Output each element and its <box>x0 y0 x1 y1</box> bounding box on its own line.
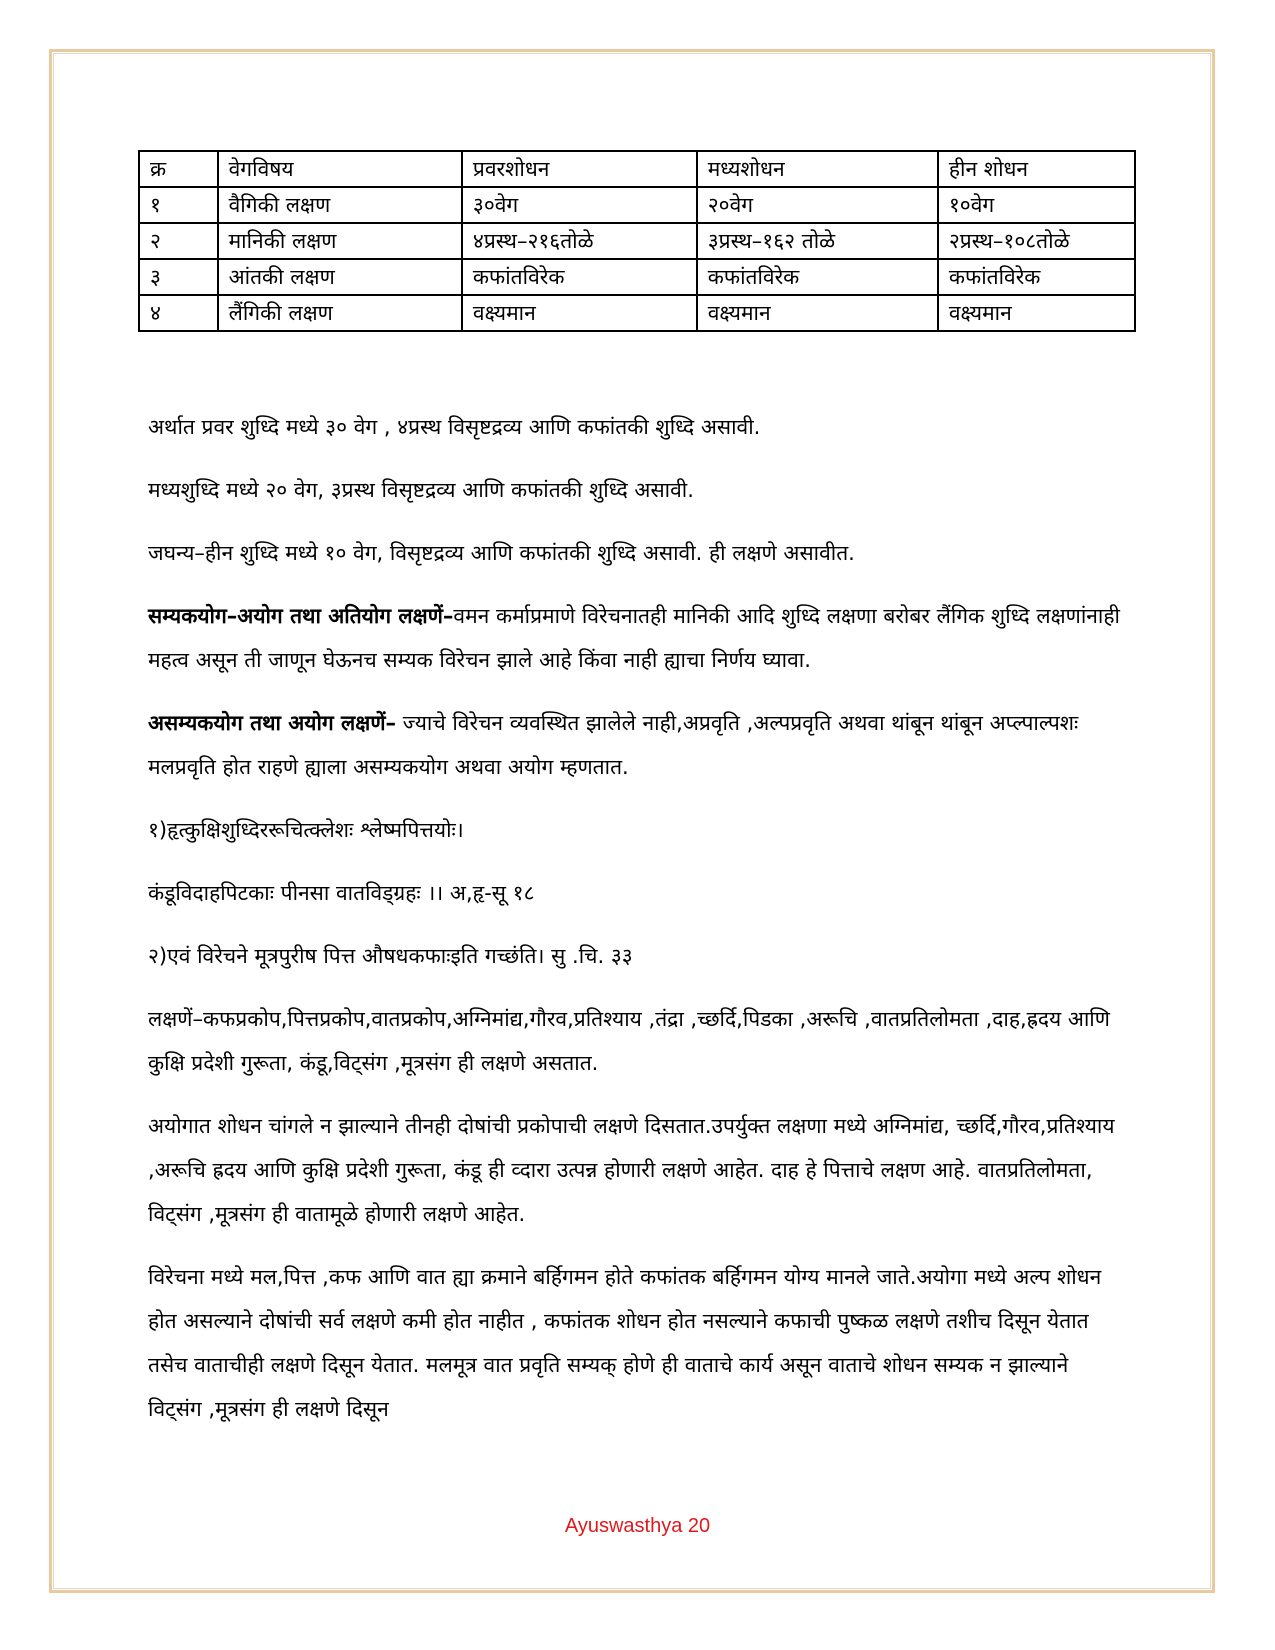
table-cell: ३०वेग <box>462 187 697 223</box>
table-row <box>139 295 1135 331</box>
table-cell: ४ <box>139 295 218 331</box>
table-header-cell: हीन शोधन <box>938 151 1135 187</box>
table-header-cell: प्रवरशोधन <box>462 151 697 187</box>
table-cell: कफांतविरेक <box>462 259 697 295</box>
paragraph-jaghanya: जघन्य–हीन शुध्दि मध्ये १० वेग, विसृष्टद्रव्य आणि कफांतकी शुध्दि असावी. ही लक्षणे असावीत. <box>148 541 855 565</box>
table-cell: २प्रस्थ–१०८तोळे <box>938 223 1135 259</box>
table-cell: मानिकी लक्षण <box>218 223 462 259</box>
table-header-cell: मध्यशोधन <box>697 151 938 187</box>
table-cell: ३प्रस्थ–१६२ तोळे <box>697 223 938 259</box>
table-cell: १०वेग <box>938 187 1135 223</box>
table-cell: लैंगिकी लक्षण <box>218 295 462 331</box>
paragraph-text: कफप्रकोप,पित्तप्रकोप,वातप्रकोप,अग्निमांद्य,गौरव,प्रतिश्याय ,तंद्रा ,च्छर्दि,पिडका ,अरूचि ,वातप्रतिलोमता ,दाह,ह्रदय आणि कुक्षि प्रदेशी गुरूता, कंडू,विट्संग ,मूत्रसंग ही लक्षणे असतात. <box>148 1007 1110 1075</box>
vega-table <box>138 150 1136 332</box>
shloka-1: १)हृत्कुक्षिशुध्दिररूचित्क्लेशः श्लेष्मपित्तयोः। <box>148 818 464 842</box>
table-cell: २ <box>139 223 218 259</box>
table-cell: कफांतविरेक <box>697 259 938 295</box>
heading-samyak-yoga: सम्यकयोग–अयोग तथा अतियोग लक्षणें– <box>148 604 454 628</box>
table-cell: कफांतविरेक <box>938 259 1135 295</box>
table-row <box>139 259 1135 295</box>
paragraph-asamyak-yoga <box>148 701 1123 789</box>
table-cell: वैगिकी लक्षण <box>218 187 462 223</box>
paragraph-samyak-yoga <box>148 594 1123 682</box>
table-row <box>139 187 1135 223</box>
table-cell: २०वेग <box>697 187 938 223</box>
table-header-cell: वेगविषय <box>218 151 462 187</box>
table-cell: वक्ष्यमान <box>697 295 938 331</box>
paragraph-text: वमन कर्माप्रमाणे विरेचनातही मानिकी आदि शुध्दि लक्षणा बरोबर लैंगिक शुध्दि लक्षणांनाही महत्व असून ती जाणून घेऊनच सम्यक विरेचन झाले आहे किंवा नाही ह्याचा निर्णय घ्यावा. <box>148 604 1120 672</box>
paragraph-madhya: मध्यशुध्दि मध्ये २० वेग, ३प्रस्थ विसृष्टद्रव्य आणि कफांतकी शुध्दि असावी. <box>148 478 694 502</box>
shloka-2: कंडूविदाहपिटकाः पीनसा वातविड्ग्रहः ।। अ,हृ-सू १८ <box>148 881 535 905</box>
paragraph-text: ज्याचे विरेचन व्यवस्थित झालेले नाही,अप्रवृति ,अल्पप्रवृति अथवा थांबून थांबून अप्ल्पाल्पशः मलप्रवृति होत राहणे ह्याला असम्यकयोग अथवा अयोग म्हणतात. <box>148 711 1079 779</box>
page-footer: Ayuswasthya 20 <box>564 1515 711 1537</box>
table-cell: ४प्रस्थ–२१६तोळे <box>462 223 697 259</box>
shloka-3: २)एवं विरेचने मूत्रपुरीष पित्त औषधकफाःइति गच्छंति। सु .चि. ३३ <box>148 944 633 968</box>
table-cell: वक्ष्यमान <box>938 295 1135 331</box>
heading-asamyak-yoga: असम्यकयोग तथा अयोग लक्षणें– <box>148 711 397 735</box>
table-cell: वक्ष्यमान <box>462 295 697 331</box>
heading-lakshane: लक्षणें– <box>148 1007 203 1031</box>
paragraph-virechana: विरेचना मध्ये मल,पित्त ,कफ आणि वात ह्या क्रमाने बर्हिगमन होते कफांतक बर्हिगमन योग्य मानले जाते.अयोगा मध्ये अल्प शोधन होत असल्याने दोषांची सर्व लक्षणे कमी होत नाहीत , कफांतक शोधन होत नसल्याने कफाची पुष्कळ लक्षणे तशीच दिसून येतात तसेच वाताचीही लक्षणे दिसून येतात. मलमूत्र वात प्रवृति सम्यक् होणे ही वाताचे कार्य असून वाताचे शोधन सम्यक न झाल्याने विट्संग ,मूत्रसंग ही लक्षणे दिसून <box>148 1265 1102 1421</box>
table-cell: ३ <box>139 259 218 295</box>
table-cell: १ <box>139 187 218 223</box>
body-text <box>148 405 1123 1450</box>
table-row <box>139 223 1135 259</box>
paragraph-pravar: अर्थात प्रवर शुध्दि मध्ये ३० वेग , ४प्रस्थ विसृष्टद्रव्य आणि कफांतकी शुध्दि असावी. <box>148 415 761 439</box>
table-header-row <box>139 151 1135 187</box>
table-cell: आंतकी लक्षण <box>218 259 462 295</box>
table-header-cell: क्र <box>139 151 218 187</box>
paragraph-lakshane <box>148 997 1123 1085</box>
paragraph-ayogat: अयोगात शोधन चांगले न झाल्याने तीनही दोषांची प्रकोपाची लक्षणे दिसतात.उपर्युक्त लक्षणा मध्ये अग्निमांद्य, च्छर्दि,गौरव,प्रतिश्याय ,अरूचि ह्रदय आणि कुक्षि प्रदेशी गुरूता, कंडू ही व्दारा उत्पन्न होणारी लक्षणे आहेत. दाह हे पित्ताचे लक्षण आहे. वातप्रतिलोमता, विट्संग ,मूत्रसंग ही वातामूळे होणारी लक्षणे आहेत. <box>148 1114 1115 1226</box>
